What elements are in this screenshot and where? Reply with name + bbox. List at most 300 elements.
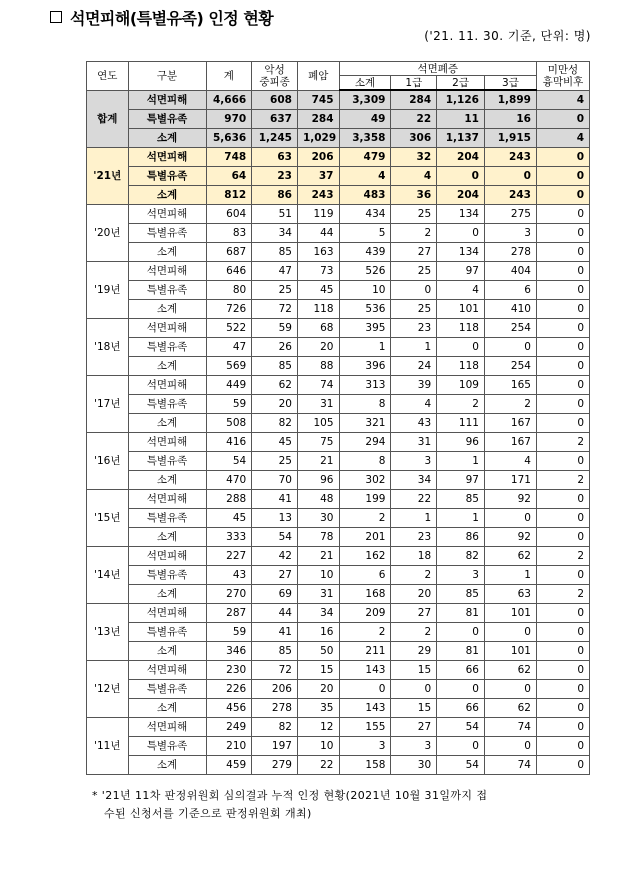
value-cell: 44 — [297, 224, 339, 243]
table-row — [87, 281, 590, 300]
header-pleural-line2: 흉막비후 — [542, 75, 584, 88]
header-pleural-thickening — [536, 62, 589, 91]
value-cell: 85 — [252, 357, 298, 376]
value-cell: 4,666 — [206, 90, 252, 110]
header-mesothelioma-line1: 악성 — [264, 63, 285, 76]
value-cell: 0 — [536, 319, 589, 338]
value-cell: 82 — [252, 414, 298, 433]
value-cell: 201 — [339, 528, 391, 547]
year-cell: '18년 — [87, 319, 129, 376]
value-cell: 637 — [252, 110, 298, 129]
value-cell: 62 — [484, 661, 536, 680]
value-cell: 434 — [339, 205, 391, 224]
table-row — [87, 547, 590, 566]
value-cell: 227 — [206, 547, 252, 566]
value-cell: 0 — [536, 718, 589, 737]
value-cell: 243 — [297, 186, 339, 205]
category-cell: 석면피해 — [128, 262, 206, 281]
value-cell: 16 — [297, 623, 339, 642]
value-cell: 49 — [339, 110, 391, 129]
footnote-line1: * '21년 11차 판정위원회 심의결과 누적 인정 현황(2021년 10월 31일까지 접 — [92, 789, 488, 802]
value-cell: 1 — [437, 452, 485, 471]
category-cell: 소계 — [128, 243, 206, 262]
page-title-text: 석면피해(특별유족) 인정 현황 — [70, 9, 274, 28]
value-cell: 20 — [391, 585, 437, 604]
value-cell: 206 — [297, 148, 339, 167]
value-cell: 23 — [252, 167, 298, 186]
value-cell: 34 — [391, 471, 437, 490]
value-cell: 50 — [297, 642, 339, 661]
value-cell: 0 — [339, 680, 391, 699]
value-cell: 0 — [536, 357, 589, 376]
value-cell: 44 — [252, 604, 298, 623]
value-cell: 86 — [252, 186, 298, 205]
category-cell: 석면피해 — [128, 90, 206, 110]
value-cell: 82 — [252, 718, 298, 737]
category-cell: 특별유족 — [128, 623, 206, 642]
table-row — [87, 490, 590, 509]
value-cell: 66 — [437, 699, 485, 718]
value-cell: 2 — [536, 471, 589, 490]
table-row — [87, 718, 590, 737]
table-row — [87, 623, 590, 642]
table-row — [87, 433, 590, 452]
value-cell: 2 — [536, 585, 589, 604]
value-cell: 270 — [206, 585, 252, 604]
value-cell: 63 — [252, 148, 298, 167]
value-cell: 11 — [437, 110, 485, 129]
value-cell: 101 — [437, 300, 485, 319]
value-cell: 97 — [437, 471, 485, 490]
value-cell: 85 — [437, 585, 485, 604]
value-cell: 158 — [339, 756, 391, 775]
value-cell: 278 — [252, 699, 298, 718]
value-cell: 111 — [437, 414, 485, 433]
value-cell: 62 — [252, 376, 298, 395]
category-cell: 석면피해 — [128, 148, 206, 167]
value-cell: 3,309 — [339, 90, 391, 110]
value-cell: 8 — [339, 452, 391, 471]
value-cell: 302 — [339, 471, 391, 490]
value-cell: 0 — [536, 509, 589, 528]
table-row — [87, 737, 590, 756]
value-cell: 51 — [252, 205, 298, 224]
value-cell: 88 — [297, 357, 339, 376]
value-cell: 1,915 — [484, 129, 536, 148]
category-cell: 소계 — [128, 129, 206, 148]
value-cell: 4 — [391, 167, 437, 186]
unit-note: ('21. 11. 30. 기준, 단위: 명) — [424, 29, 591, 43]
value-cell: 199 — [339, 490, 391, 509]
footnote-line2: 수된 신청서를 기준으로 판정위원회 개최) — [104, 807, 312, 820]
value-cell: 163 — [297, 243, 339, 262]
table-row — [87, 395, 590, 414]
category-cell: 석면피해 — [128, 604, 206, 623]
value-cell: 78 — [297, 528, 339, 547]
value-cell: 54 — [437, 718, 485, 737]
value-cell: 0 — [536, 604, 589, 623]
value-cell: 3,358 — [339, 129, 391, 148]
value-cell: 68 — [297, 319, 339, 338]
table-row — [87, 414, 590, 433]
table-row — [87, 167, 590, 186]
value-cell: 0 — [484, 737, 536, 756]
value-cell: 0 — [536, 756, 589, 775]
value-cell: 2 — [484, 395, 536, 414]
value-cell: 275 — [484, 205, 536, 224]
year-cell: '21년 — [87, 148, 129, 205]
value-cell: 1 — [484, 566, 536, 585]
value-cell: 0 — [536, 490, 589, 509]
value-cell: 22 — [297, 756, 339, 775]
value-cell: 70 — [252, 471, 298, 490]
category-cell: 특별유족 — [128, 224, 206, 243]
value-cell: 83 — [206, 224, 252, 243]
category-cell: 소계 — [128, 300, 206, 319]
value-cell: 0 — [536, 528, 589, 547]
category-cell: 소계 — [128, 414, 206, 433]
value-cell: 3 — [484, 224, 536, 243]
category-cell: 특별유족 — [128, 737, 206, 756]
value-cell: 206 — [252, 680, 298, 699]
table-row — [87, 319, 590, 338]
header-asbestosis-subtotal: 소계 — [339, 76, 391, 91]
value-cell: 4 — [536, 129, 589, 148]
value-cell: 72 — [252, 300, 298, 319]
value-cell: 0 — [536, 737, 589, 756]
value-cell: 92 — [484, 528, 536, 547]
value-cell: 105 — [297, 414, 339, 433]
category-cell: 석면피해 — [128, 547, 206, 566]
value-cell: 4 — [437, 281, 485, 300]
value-cell: 27 — [391, 243, 437, 262]
page-title — [50, 6, 273, 29]
category-cell: 석면피해 — [128, 718, 206, 737]
value-cell: 3 — [339, 737, 391, 756]
value-cell: 45 — [252, 433, 298, 452]
value-cell: 118 — [437, 357, 485, 376]
value-cell: 0 — [536, 281, 589, 300]
value-cell: 30 — [297, 509, 339, 528]
value-cell: 0 — [437, 623, 485, 642]
value-cell: 0 — [536, 262, 589, 281]
value-cell: 42 — [252, 547, 298, 566]
value-cell: 0 — [536, 224, 589, 243]
table-row — [87, 376, 590, 395]
category-cell: 석면피해 — [128, 661, 206, 680]
value-cell: 346 — [206, 642, 252, 661]
header-year: 연도 — [87, 62, 129, 91]
value-cell: 143 — [339, 661, 391, 680]
value-cell: 226 — [206, 680, 252, 699]
value-cell: 86 — [437, 528, 485, 547]
value-cell: 0 — [536, 699, 589, 718]
value-cell: 10 — [297, 566, 339, 585]
value-cell: 34 — [252, 224, 298, 243]
value-cell: 197 — [252, 737, 298, 756]
category-cell: 특별유족 — [128, 395, 206, 414]
value-cell: 41 — [252, 623, 298, 642]
table-row — [87, 186, 590, 205]
value-cell: 96 — [297, 471, 339, 490]
value-cell: 0 — [437, 338, 485, 357]
value-cell: 12 — [297, 718, 339, 737]
value-cell: 59 — [206, 623, 252, 642]
value-cell: 35 — [297, 699, 339, 718]
value-cell: 62 — [484, 699, 536, 718]
category-cell: 소계 — [128, 585, 206, 604]
value-cell: 36 — [391, 186, 437, 205]
value-cell: 2 — [391, 623, 437, 642]
value-cell: 404 — [484, 262, 536, 281]
value-cell: 48 — [297, 490, 339, 509]
value-cell: 0 — [536, 566, 589, 585]
value-cell: 483 — [339, 186, 391, 205]
value-cell: 43 — [206, 566, 252, 585]
category-cell: 석면피해 — [128, 376, 206, 395]
value-cell: 321 — [339, 414, 391, 433]
value-cell: 287 — [206, 604, 252, 623]
value-cell: 313 — [339, 376, 391, 395]
category-cell: 석면피해 — [128, 205, 206, 224]
value-cell: 134 — [437, 205, 485, 224]
value-cell: 21 — [297, 452, 339, 471]
value-cell: 0 — [484, 167, 536, 186]
value-cell: 211 — [339, 642, 391, 661]
value-cell: 41 — [252, 490, 298, 509]
year-cell: 합계 — [87, 90, 129, 148]
value-cell: 54 — [206, 452, 252, 471]
value-cell: 0 — [536, 338, 589, 357]
value-cell: 74 — [484, 756, 536, 775]
value-cell: 167 — [484, 433, 536, 452]
value-cell: 1,126 — [437, 90, 485, 110]
value-cell: 1,245 — [252, 129, 298, 148]
table-row — [87, 224, 590, 243]
value-cell: 306 — [391, 129, 437, 148]
value-cell: 278 — [484, 243, 536, 262]
value-cell: 526 — [339, 262, 391, 281]
value-cell: 210 — [206, 737, 252, 756]
value-cell: 1 — [391, 509, 437, 528]
value-cell: 1 — [339, 338, 391, 357]
value-cell: 396 — [339, 357, 391, 376]
value-cell: 59 — [206, 395, 252, 414]
value-cell: 2 — [536, 433, 589, 452]
value-cell: 279 — [252, 756, 298, 775]
table-row — [87, 471, 590, 490]
value-cell: 604 — [206, 205, 252, 224]
value-cell: 0 — [484, 680, 536, 699]
value-cell: 3 — [437, 566, 485, 585]
value-cell: 249 — [206, 718, 252, 737]
value-cell: 32 — [391, 148, 437, 167]
value-cell: 134 — [437, 243, 485, 262]
table-row — [87, 642, 590, 661]
header-grade3: 3급 — [484, 76, 536, 91]
year-cell: '11년 — [87, 718, 129, 775]
value-cell: 18 — [391, 547, 437, 566]
value-cell: 748 — [206, 148, 252, 167]
table-row — [87, 205, 590, 224]
value-cell: 20 — [252, 395, 298, 414]
value-cell: 72 — [252, 661, 298, 680]
value-cell: 97 — [437, 262, 485, 281]
value-cell: 0 — [484, 338, 536, 357]
value-cell: 812 — [206, 186, 252, 205]
value-cell: 25 — [391, 262, 437, 281]
value-cell: 0 — [437, 680, 485, 699]
value-cell: 288 — [206, 490, 252, 509]
value-cell: 395 — [339, 319, 391, 338]
category-cell: 특별유족 — [128, 566, 206, 585]
value-cell: 10 — [339, 281, 391, 300]
value-cell: 92 — [484, 490, 536, 509]
header-grade2: 2급 — [437, 76, 485, 91]
category-cell: 특별유족 — [128, 680, 206, 699]
value-cell: 508 — [206, 414, 252, 433]
value-cell: 119 — [297, 205, 339, 224]
value-cell: 143 — [339, 699, 391, 718]
value-cell: 45 — [297, 281, 339, 300]
value-cell: 1,137 — [437, 129, 485, 148]
value-cell: 2 — [339, 623, 391, 642]
category-cell: 석면피해 — [128, 490, 206, 509]
value-cell: 101 — [484, 642, 536, 661]
value-cell: 31 — [391, 433, 437, 452]
value-cell: 25 — [391, 205, 437, 224]
value-cell: 0 — [536, 148, 589, 167]
category-cell: 특별유족 — [128, 167, 206, 186]
value-cell: 6 — [484, 281, 536, 300]
value-cell: 22 — [391, 110, 437, 129]
table-row — [87, 300, 590, 319]
value-cell: 30 — [391, 756, 437, 775]
value-cell: 75 — [297, 433, 339, 452]
value-cell: 687 — [206, 243, 252, 262]
header-mesothelioma — [252, 62, 298, 91]
value-cell: 39 — [391, 376, 437, 395]
value-cell: 15 — [297, 661, 339, 680]
value-cell: 73 — [297, 262, 339, 281]
value-cell: 22 — [391, 490, 437, 509]
value-cell: 0 — [536, 243, 589, 262]
value-cell: 204 — [437, 186, 485, 205]
value-cell: 3 — [391, 737, 437, 756]
value-cell: 569 — [206, 357, 252, 376]
value-cell: 8 — [339, 395, 391, 414]
value-cell: 155 — [339, 718, 391, 737]
table-row — [87, 243, 590, 262]
header-lung-cancer: 폐암 — [297, 62, 339, 91]
value-cell: 2 — [536, 547, 589, 566]
value-cell: 0 — [536, 205, 589, 224]
value-cell: 47 — [206, 338, 252, 357]
footnote — [92, 787, 602, 823]
value-cell: 536 — [339, 300, 391, 319]
table-row — [87, 680, 590, 699]
table-row — [87, 585, 590, 604]
value-cell: 167 — [484, 414, 536, 433]
value-cell: 204 — [437, 148, 485, 167]
value-cell: 15 — [391, 699, 437, 718]
value-cell: 34 — [297, 604, 339, 623]
value-cell: 81 — [437, 642, 485, 661]
year-cell: '16년 — [87, 433, 129, 490]
value-cell: 0 — [536, 623, 589, 642]
year-cell: '14년 — [87, 547, 129, 604]
value-cell: 29 — [391, 642, 437, 661]
value-cell: 2 — [339, 509, 391, 528]
value-cell: 31 — [297, 395, 339, 414]
year-cell: '19년 — [87, 262, 129, 319]
table-row — [87, 452, 590, 471]
value-cell: 5,636 — [206, 129, 252, 148]
value-cell: 82 — [437, 547, 485, 566]
checkbox-square-icon — [50, 11, 62, 23]
value-cell: 522 — [206, 319, 252, 338]
value-cell: 970 — [206, 110, 252, 129]
value-cell: 13 — [252, 509, 298, 528]
value-cell: 15 — [391, 661, 437, 680]
value-cell: 25 — [391, 300, 437, 319]
value-cell: 254 — [484, 357, 536, 376]
value-cell: 2 — [437, 395, 485, 414]
value-cell: 0 — [536, 376, 589, 395]
value-cell: 118 — [437, 319, 485, 338]
value-cell: 0 — [536, 661, 589, 680]
value-cell: 62 — [484, 547, 536, 566]
header-grade1: 1급 — [391, 76, 437, 91]
value-cell: 69 — [252, 585, 298, 604]
category-cell: 특별유족 — [128, 281, 206, 300]
table-row — [87, 148, 590, 167]
value-cell: 6 — [339, 566, 391, 585]
value-cell: 74 — [484, 718, 536, 737]
value-cell: 3 — [391, 452, 437, 471]
value-cell: 23 — [391, 319, 437, 338]
value-cell: 171 — [484, 471, 536, 490]
value-cell: 0 — [484, 623, 536, 642]
year-cell: '17년 — [87, 376, 129, 433]
category-cell: 석면피해 — [128, 319, 206, 338]
table-row — [87, 699, 590, 718]
value-cell: 416 — [206, 433, 252, 452]
value-cell: 0 — [536, 186, 589, 205]
value-cell: 4 — [391, 395, 437, 414]
value-cell: 0 — [437, 737, 485, 756]
table-row — [87, 756, 590, 775]
category-cell: 특별유족 — [128, 338, 206, 357]
value-cell: 31 — [297, 585, 339, 604]
year-cell: '13년 — [87, 604, 129, 661]
value-cell: 2 — [391, 566, 437, 585]
category-cell: 소계 — [128, 699, 206, 718]
value-cell: 0 — [484, 509, 536, 528]
value-cell: 0 — [536, 414, 589, 433]
value-cell: 0 — [391, 680, 437, 699]
value-cell: 54 — [437, 756, 485, 775]
category-cell: 소계 — [128, 642, 206, 661]
value-cell: 0 — [536, 300, 589, 319]
value-cell: 54 — [252, 528, 298, 547]
header-pleural-line1: 미만성 — [547, 63, 579, 76]
value-cell: 1 — [437, 509, 485, 528]
value-cell: 162 — [339, 547, 391, 566]
value-cell: 2 — [391, 224, 437, 243]
value-cell: 20 — [297, 680, 339, 699]
value-cell: 80 — [206, 281, 252, 300]
